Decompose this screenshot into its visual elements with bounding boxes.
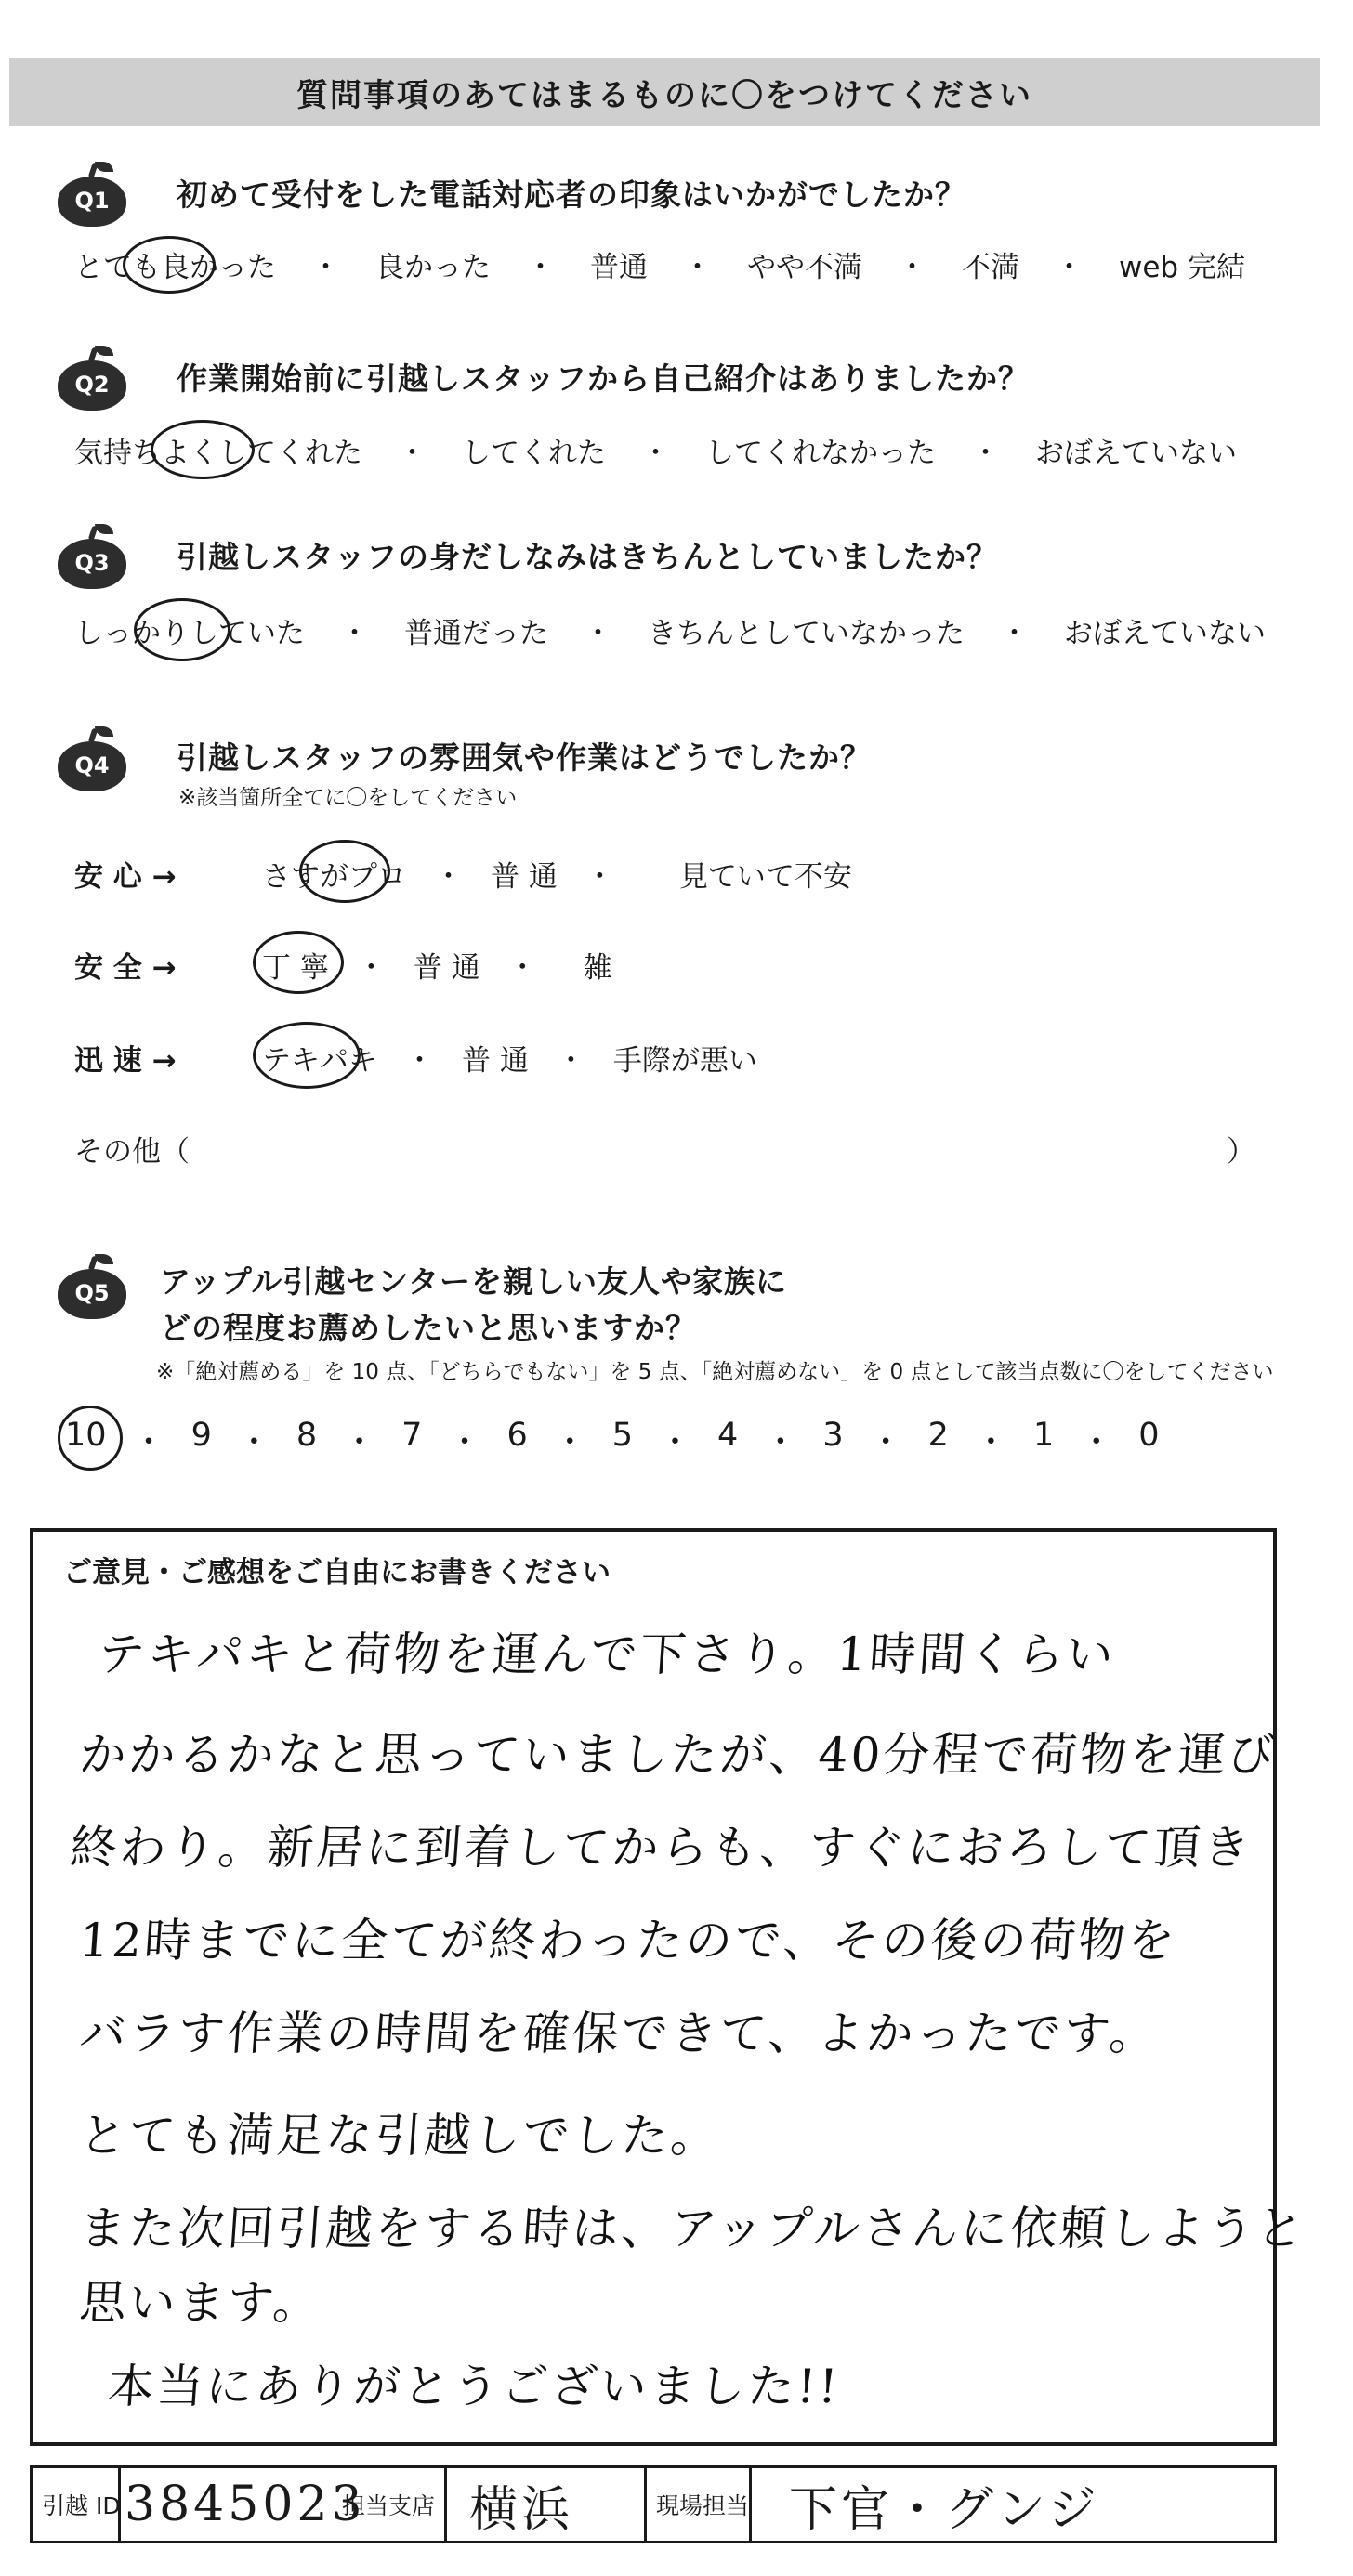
comment-line: テキパキと荷物を運んで下さり。1時間くらい [96, 1628, 1118, 1681]
q2-apple-icon: Q2 [58, 353, 126, 409]
q5-apple-icon: Q5 [58, 1262, 126, 1317]
q2-option-dont-remember[interactable]: おぼえていない [1035, 437, 1237, 470]
staff-label-cell [647, 2468, 752, 2541]
separator: ・ [237, 1424, 270, 1461]
separator: ・ [448, 1424, 481, 1461]
separator: ・ [340, 617, 369, 650]
comment-box[interactable] [30, 1528, 1308, 2446]
selected-circle-mark [134, 598, 230, 661]
comment-line: 思います。 [77, 2276, 324, 2330]
q3-option-neat[interactable]: しっかりしていた [74, 609, 305, 651]
separator: ・ [1055, 251, 1084, 284]
q5-question-line2: どの程度お薦めしたいと思いますか？ [160, 1310, 697, 1346]
q5-score-options [65, 1417, 1160, 1463]
selected-circle-mark [123, 236, 216, 294]
separator: ・ [584, 617, 612, 650]
selected-circle-mark [299, 840, 390, 903]
selected-circle-mark [253, 931, 344, 994]
selected-circle-mark [151, 420, 255, 479]
move-id-label: 引越 ID [42, 2492, 121, 2519]
q5-question-line1: アップル引越センターを親しい友人や家族に [160, 1263, 788, 1300]
q2-question: 作業開始前に引越しスタッフから自己紹介はありましたか？ [177, 360, 1030, 397]
q5-note: ※「絶対薦める」を 10 点、「どちらでもない」を 5 点、「絶対薦めない」を 0 点として該当点数に〇をしてください [156, 1360, 1274, 1384]
q1-apple-icon: Q1 [58, 169, 126, 225]
footer-info [30, 2465, 1277, 2543]
separator: ・ [764, 1424, 797, 1461]
separator: ・ [311, 251, 340, 284]
score-7[interactable]: 7 [401, 1417, 423, 1454]
separator: ・ [132, 1424, 165, 1461]
q3-apple-icon: Q3 [58, 531, 126, 587]
separator: ・ [659, 1424, 692, 1461]
score-2[interactable]: 2 [927, 1417, 949, 1454]
comment-line: また次回引越をする時は、アップルさんに依頼しようと [77, 2202, 1308, 2256]
separator: ・ [405, 1044, 434, 1078]
comment-line: バラす作業の時間を確保できて、よかったです。 [77, 2007, 1161, 2060]
score-1[interactable]: 1 [1032, 1417, 1055, 1454]
move-id-label-cell [33, 2468, 121, 2541]
q4-apple-icon: Q4 [58, 734, 126, 790]
q4-other-label: その他（ [74, 1135, 190, 1169]
q3-option-dont-remember[interactable]: おぼえていない [1064, 617, 1266, 650]
q1-option-dissatisfied[interactable]: 不満 [962, 251, 1019, 284]
q1-option-normal[interactable]: 普通 [590, 251, 648, 284]
branch-label: 担当支店 [341, 2492, 435, 2519]
q4-question: 引越しスタッフの雰囲気や作業はどうでしたか？ [177, 739, 872, 776]
separator: ・ [641, 437, 670, 470]
separator: ・ [556, 1044, 585, 1078]
q4-row-jinsoku-label: 迅 速 → [74, 1044, 177, 1078]
separator: ・ [683, 251, 712, 284]
comment-line: とても満足な引越しでした。 [77, 2109, 722, 2163]
selected-circle-mark [253, 1022, 361, 1089]
score-9[interactable]: 9 [190, 1417, 212, 1454]
q1-option-good[interactable]: 良かった [375, 251, 491, 284]
option-normal[interactable]: 普 通 [413, 951, 480, 985]
q4-row-anshin-label: 安 心 → [74, 860, 177, 894]
selected-circle-mark [58, 1406, 123, 1471]
separator: ・ [434, 860, 463, 894]
separator: ・ [971, 437, 1000, 470]
q1-option-web[interactable]: web 完結 [1119, 251, 1245, 284]
q1-question: 初めて受付をした電話対応者の印象はいかがでしたか？ [177, 177, 966, 213]
q3-options [74, 609, 1266, 651]
q2-option-yes[interactable]: してくれた [462, 437, 606, 470]
q4-row-anzen-options [262, 944, 612, 986]
branch-value-cell [447, 2468, 647, 2541]
comment-line: かかるかなと思っていましたが、40分程で荷物を運び [77, 1728, 1280, 1782]
move-id-value-cell [121, 2468, 447, 2541]
q3-option-not-neat[interactable]: きちんとしていなかった [648, 617, 965, 650]
comment-line: 本当にありがとうございました!! [105, 2360, 842, 2413]
option-anxious[interactable]: 見ていて不安 [678, 860, 852, 894]
comment-line: 12時までに全てが終わったので、その後の荷物を [77, 1914, 1179, 1968]
separator: ・ [974, 1424, 1007, 1461]
option-normal[interactable]: 普 通 [462, 1044, 529, 1078]
q4-row-jinsoku-options [262, 1037, 757, 1079]
separator: ・ [398, 437, 427, 470]
staff-value: 下官・グンジ [789, 2481, 1100, 2538]
q4-note: ※該当箇所全てに〇をしてください [178, 786, 518, 810]
q4-row-anshin-options [262, 853, 852, 895]
separator: ・ [356, 951, 386, 985]
q2-option-very-kind[interactable]: 気持ちよくしてくれた [74, 429, 362, 471]
q1-option-very-good[interactable]: とても良かった [74, 243, 276, 285]
option-normal[interactable]: 普 通 [491, 860, 558, 894]
option-careful[interactable]: 丁 寧 [262, 944, 329, 986]
score-5[interactable]: 5 [611, 1417, 634, 1454]
q2-option-no[interactable]: してくれなかった [705, 437, 936, 470]
q4-row-anzen-label: 安 全 → [74, 951, 177, 985]
q4-other-close: ） [1227, 1135, 1255, 1169]
score-6[interactable]: 6 [506, 1417, 528, 1454]
move-id-value: 3845023 [125, 2477, 366, 2532]
option-brisk[interactable]: テキパキ [262, 1037, 377, 1079]
option-professional[interactable]: さすがプロ [262, 853, 406, 895]
q1-options [74, 243, 1245, 285]
q3-option-normal[interactable]: 普通だった [404, 617, 548, 650]
page-header-title: 質問事項のあてはまるものに〇をつけてください [9, 58, 1320, 126]
option-rough[interactable]: 雑 [583, 951, 612, 985]
separator: ・ [585, 860, 614, 894]
score-4[interactable]: 4 [717, 1417, 739, 1454]
separator: ・ [553, 1424, 586, 1461]
score-0[interactable]: 0 [1138, 1417, 1160, 1454]
comment-title: ご意見・ご感想をご自由にお書きください [63, 1556, 611, 1589]
separator: ・ [898, 251, 926, 284]
branch-value: 横浜 [469, 2481, 574, 2538]
separator: ・ [1080, 1424, 1113, 1461]
separator: ・ [507, 951, 537, 985]
separator: ・ [1000, 617, 1029, 650]
separator: ・ [343, 1424, 376, 1461]
q3-question: 引越しスタッフの身だしなみはきちんとしていましたか？ [177, 539, 998, 575]
option-clumsy[interactable]: 手際が悪い [612, 1044, 757, 1078]
comment-line: 終わり。新居に到着してからも、すぐにおろして頂き [68, 1821, 1254, 1875]
separator: ・ [869, 1424, 902, 1461]
staff-label: 現場担当 [656, 2492, 750, 2519]
q1-option-slightly-dissatisfied[interactable]: やや不満 [747, 251, 862, 284]
score-8[interactable]: 8 [296, 1417, 318, 1454]
score-3[interactable]: 3 [822, 1417, 844, 1454]
staff-value-cell [752, 2468, 1274, 2541]
separator: ・ [526, 251, 555, 284]
q2-options [74, 429, 1237, 471]
score-10[interactable]: 10 [65, 1417, 107, 1463]
